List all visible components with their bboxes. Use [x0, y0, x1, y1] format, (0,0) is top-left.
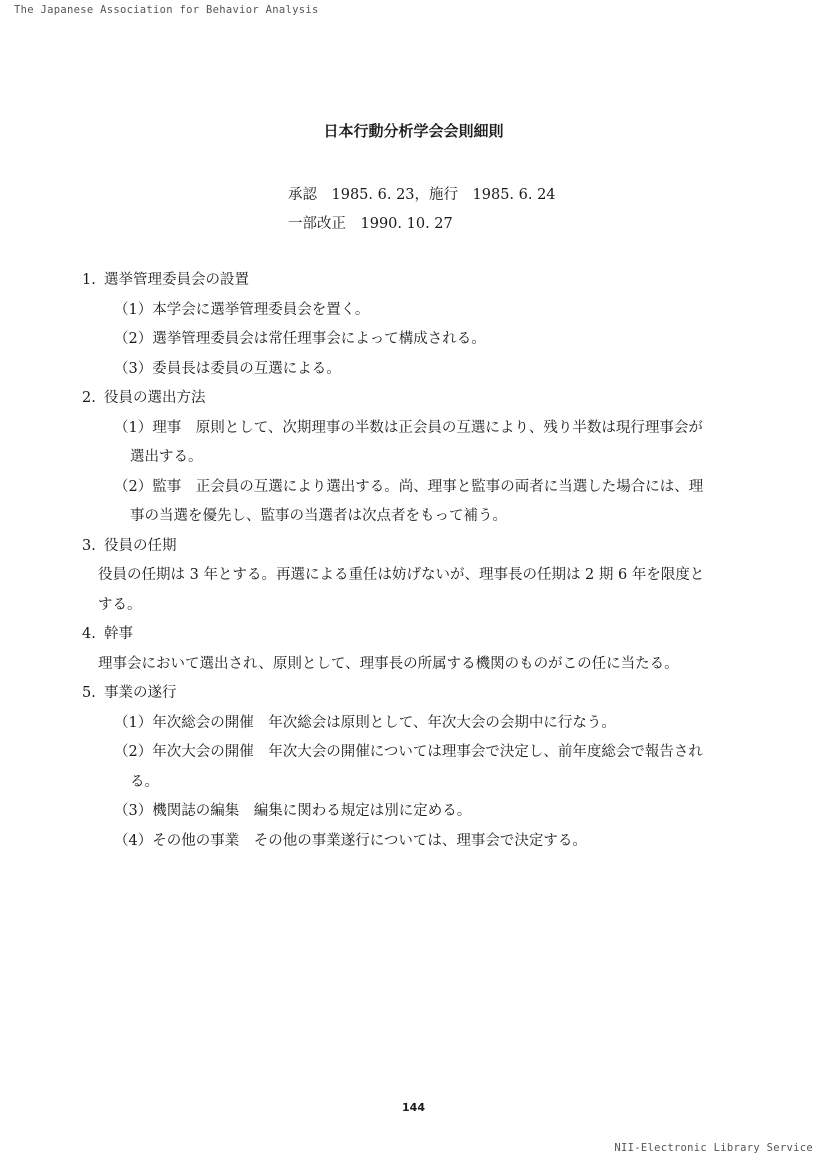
section-item: （4）その他の事業 その他の事業遂行については、理事会で決定する。 — [114, 832, 587, 849]
section-number: 1. — [82, 272, 96, 288]
section-title: 幹事 — [104, 626, 133, 642]
section-number: 4. — [82, 626, 96, 642]
section-body-line: 役員の任期は 3 年とする。再選による重任は妨げないが、理事長の任期は 2 期 6 年を限度と — [98, 567, 705, 583]
section-number: 2. — [82, 390, 96, 406]
section-heading — [82, 623, 752, 653]
bylaws-content — [82, 269, 752, 859]
approval-date-line: 承認 1985. 6. 23，施行 1985. 6. 24 — [288, 187, 556, 203]
section-title: 役員の任期 — [104, 537, 177, 554]
section-item-continuation: る。 — [130, 773, 159, 790]
section-body-line: 理事会において選出され、原則として、理事長の所属する機関のものがこの任に当たる。 — [98, 655, 679, 672]
section-item-continuation: 選出する。 — [130, 449, 203, 465]
section-item-continuation: 事の当選を優先し、監事の当選者は次点者をもって補う。 — [130, 508, 507, 524]
section-title: 役員の選出方法 — [104, 390, 206, 406]
section-title: 事業の遂行 — [104, 685, 177, 701]
section-heading — [82, 269, 752, 299]
header-association-name: The Japanese Association for Behavior Analysis — [14, 4, 319, 16]
document-title: 日本行動分析学会会則細則 — [323, 122, 504, 140]
section-number: 3. — [82, 537, 96, 554]
section-item: （1）理事 原則として、次期理事の半数は正会員の互選により、残り半数は現行理事会が — [114, 419, 703, 436]
section-item: （2）監事 正会員の互選により選出する。尚、理事と監事の両者に当選した場合には、理 — [114, 478, 704, 495]
section-item: （2）年次大会の開催 年次大会の開催については理事会で決定し、前年度総会で報告され — [114, 744, 703, 760]
section-number: 5. — [82, 685, 96, 701]
page-number: 144 — [402, 1101, 425, 1114]
footer-library-service: NII-Electronic Library Service — [614, 1142, 813, 1154]
revision-date-line: 一部改正 1990. 10. 27 — [288, 216, 453, 232]
section-body-line: する。 — [98, 596, 142, 613]
section-item: （1）本学会に選挙管理委員会を置く。 — [114, 301, 370, 318]
section-item: （3）機関誌の編集 編集に関わる規定は別に定める。 — [114, 803, 472, 819]
section-item: （2）選挙管理委員会は常任理事会によって構成される。 — [114, 331, 486, 347]
section-item: （1）年次総会の開催 年次総会は原則として、年次大会の会期中に行なう。 — [114, 714, 616, 731]
section-heading — [82, 535, 752, 565]
section-item: （3）委員長は委員の互選による。 — [114, 360, 341, 377]
section-heading — [82, 682, 752, 712]
section-heading — [82, 387, 752, 417]
section-title: 選挙管理委員会の設置 — [104, 272, 249, 288]
